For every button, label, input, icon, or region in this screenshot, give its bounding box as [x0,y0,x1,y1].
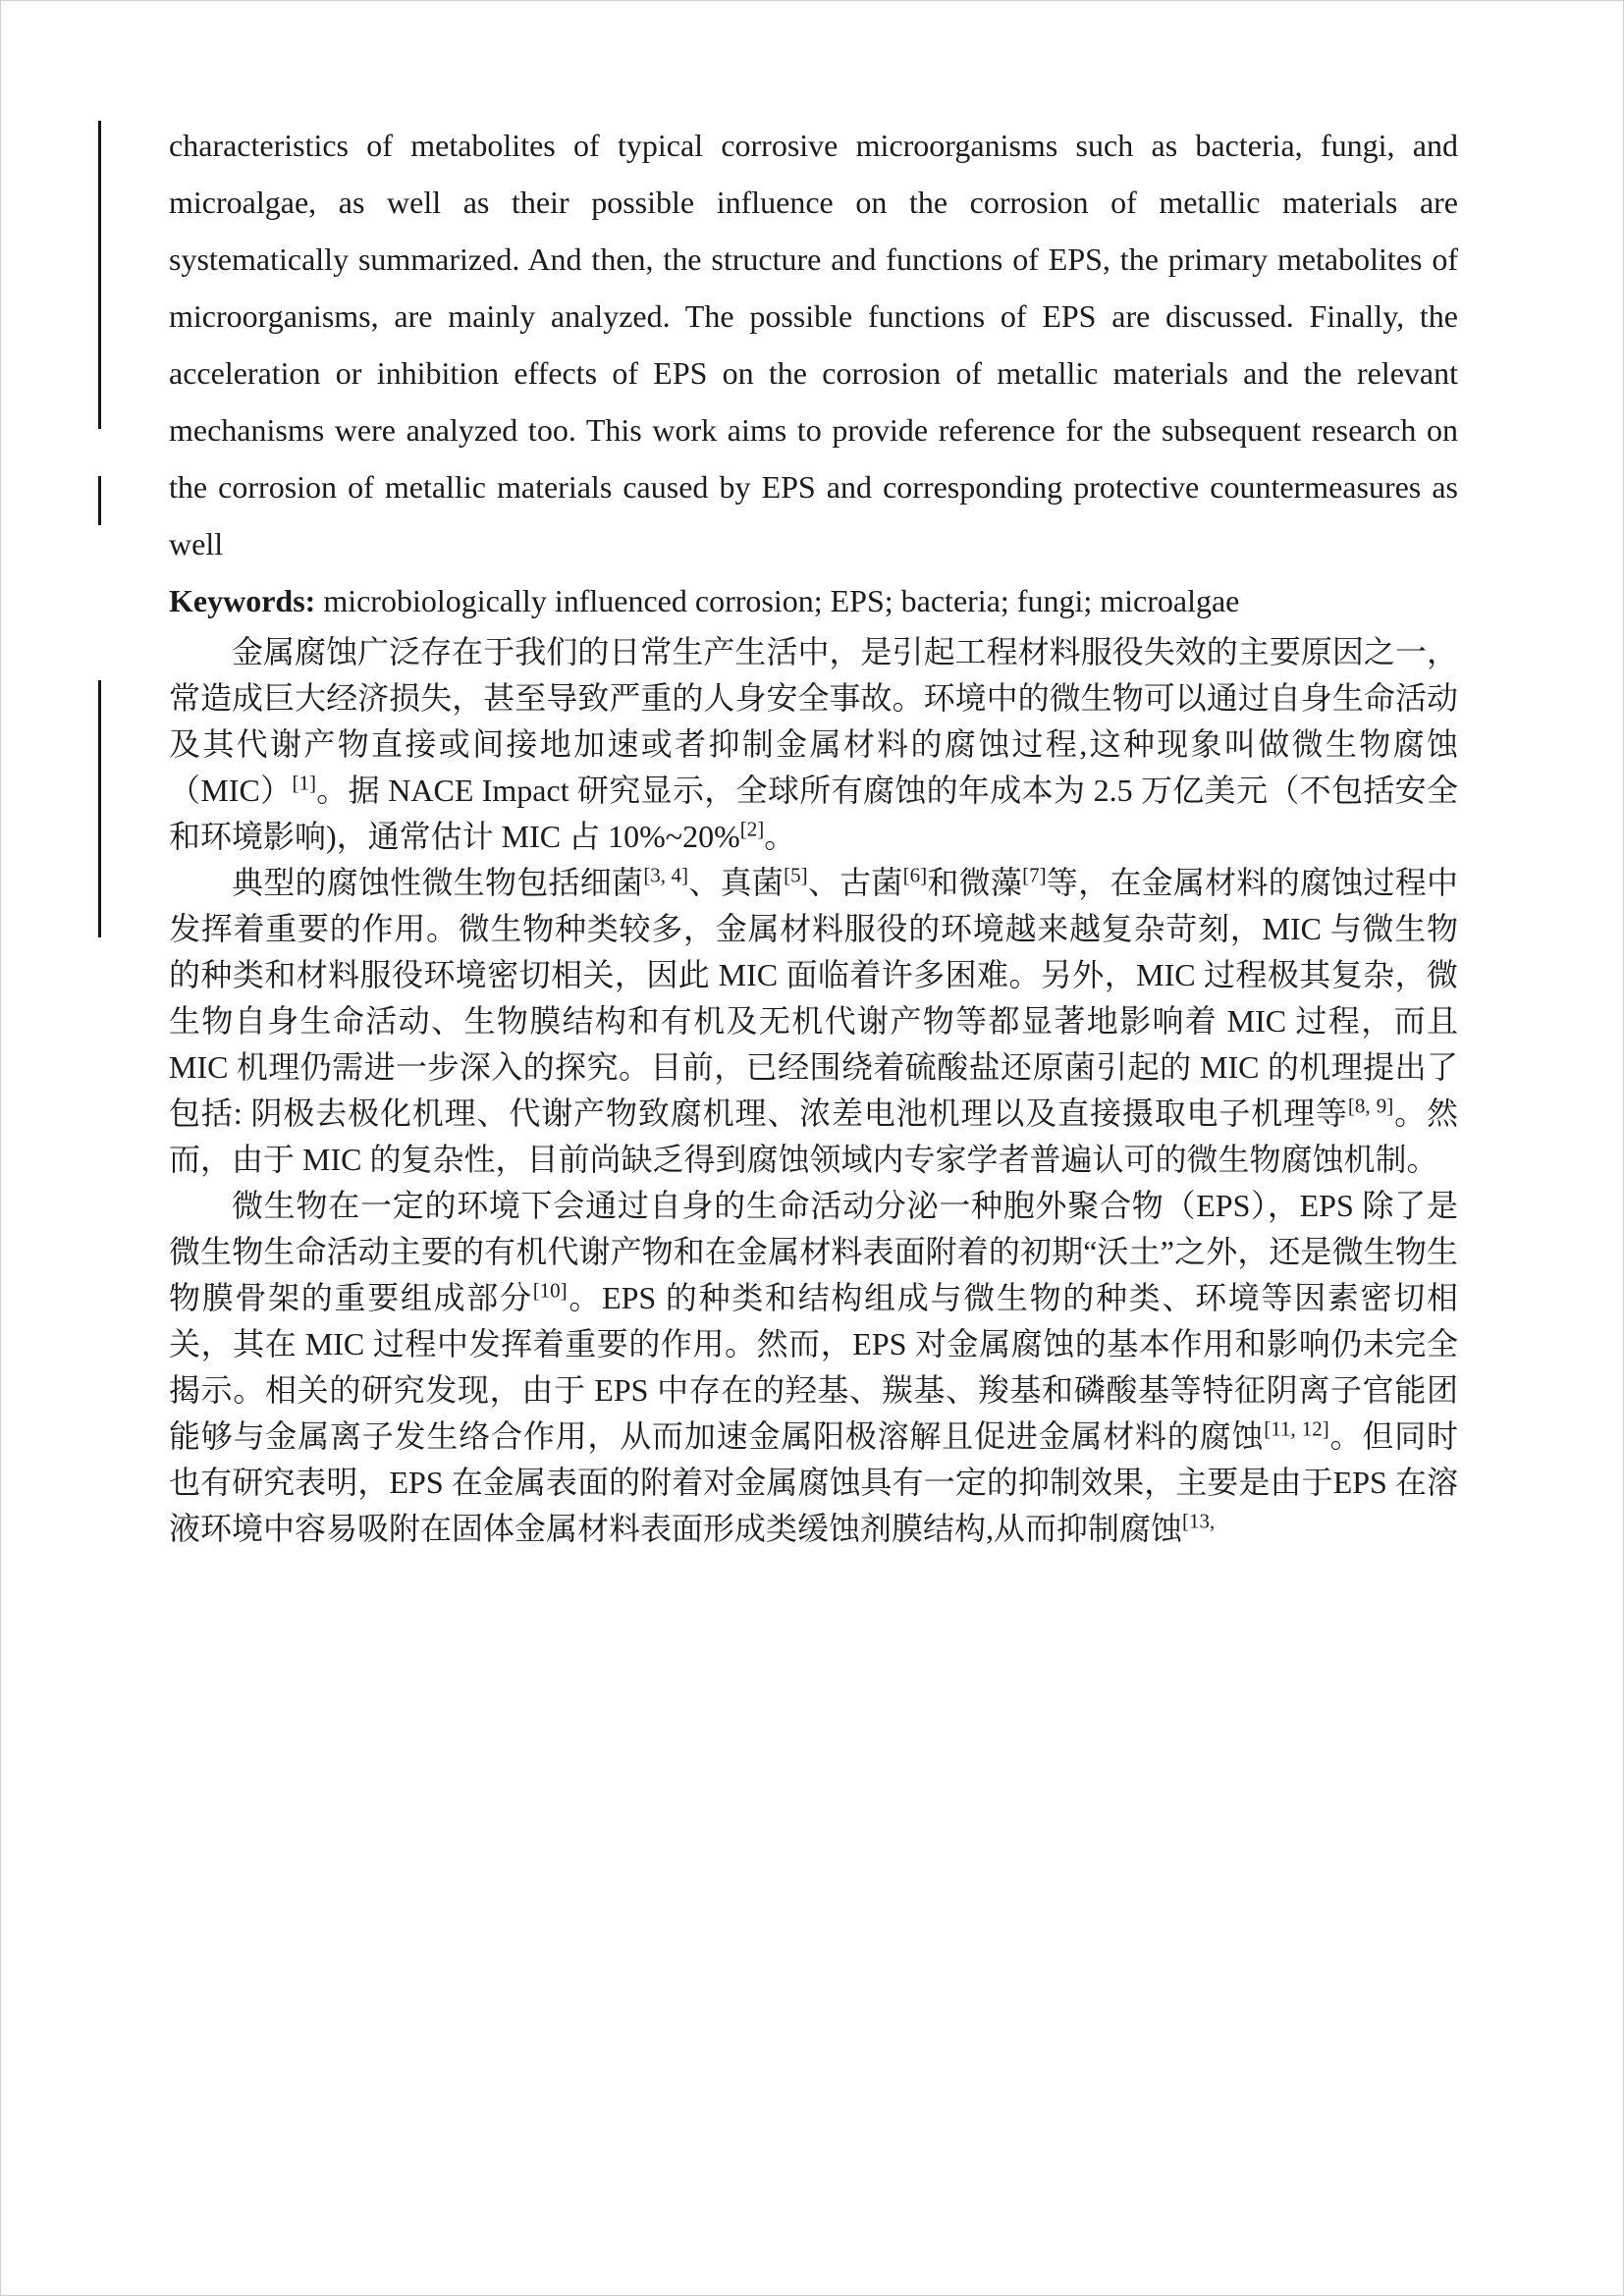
citation-superscript: [7] [1022,863,1047,887]
revision-change-bar [98,476,101,525]
citation-superscript: [10] [532,1278,568,1303]
text-segment: 。但同时也有研究表明，EPS 在金属表面的附着对金属腐蚀具有一定的抑制效果，主要是由于EPS 在溶液环境中容易吸附在固体金属材料表面形成类缓蚀剂膜结构,从而抑制腐蚀 [169,1418,1458,1546]
citation-superscript: [6] [902,863,928,887]
keywords-line [169,572,1458,629]
abstract-paragraph [169,117,1458,572]
body-paragraph-mic-introduction [169,629,1458,860]
text-segment: microbiologically influenced corrosion; EPS; bacteria; fungi; microalgae [315,583,1240,618]
citation-superscript: [8, 9] [1347,1094,1394,1118]
text-segment: 等，在金属材料的腐蚀过程中发挥着重要的作用。微生物种类较多，金属材料服役的环境越来越复杂苛刻，MIC 与微生物的种类和材料服役环境密切相关，因此 MIC 面临着许多困难。另外，MIC 过程极其复杂，微生物自身生命活动、生物膜结构和有机及无机代谢产物等都显著地影响着 MIC 过程，而且 MIC 机理仍需进一步深入的探究。目前，已经围绕着硫酸盐还原菌引起的 MIC 的机理提出了包括: 阴极去极化机理、代谢产物致腐机理、浓差电池机理以及直接摄取电子机理等 [169,865,1458,1131]
body-paragraph-corrosive-microorganisms [169,860,1458,1183]
citation-superscript: [13, [1182,1509,1216,1533]
text-segment: 。然而，由于 MIC 的复杂性，目前尚缺乏得到腐蚀领域内专家学者普遍认可的微生物腐蚀机制。 [169,1095,1458,1177]
citation-superscript: [2] [739,817,765,841]
revision-change-bar [98,121,101,278]
citation-superscript: [1] [292,771,316,795]
text-segment: 微生物在一定的环境下会通过自身的生命活动分泌一种胞外聚合物（EPS），EPS 除了是微生物生命活动主要的有机代谢产物和在金属材料表面附着的初期“沃土”之外，还是微生物生物膜骨架的重要组成部分 [169,1188,1458,1315]
citation-superscript: [11, 12] [1264,1416,1329,1441]
text-segment: 和微藻 [927,865,1023,900]
revision-change-bar [98,680,101,937]
body-paragraph-eps-effects [169,1183,1458,1552]
revision-change-bar [98,274,101,429]
page-content [169,117,1458,1552]
citation-superscript: [5] [784,863,808,887]
text-segment: 金属腐蚀广泛存在于我们的日常生产生活中，是引起工程材料服役失效的主要原因之一，常造成巨大经济损失，甚至导致严重的人身安全事故。环境中的微生物可以通过自身生命活动及其代谢产物直接或间接地加速或者抑制金属材料的腐蚀过程,这种现象叫做微生物腐蚀（MIC） [169,634,1458,808]
text-segment: Keywords: [169,583,316,618]
text-segment: 典型的腐蚀性微生物包括细菌 [232,865,644,900]
citation-superscript: [3, 4] [643,863,689,887]
text-segment: 。 [764,819,796,854]
text-segment: characteristics of metabolites of typical corrosive microorganisms such as bacteria, fungi, and microalgae, as well as their possible influence on the corrosion of metallic materials are systematically summarized. And then, the structure and functions of EPS, the primary metabolites of microorganisms, are mainly analyzed. The possible functions of EPS are discussed. Finally, the acceleration or inhibition effects of EPS on the corrosion of metallic materials and the relevant mechanisms were analyzed too. This work aims to provide reference for the subsequent research on the corrosion of metallic materials caused by EPS and corresponding protective countermeasures as well [169,128,1458,561]
text-segment: 。据 NACE Impact 研究显示，全球所有腐蚀的年成本为 2.5 万亿美元（不包括安全和环境影响)，通常估计 MIC 占 10%~20% [169,773,1458,854]
text-segment: 。EPS 的种类和结构组成与微生物的种类、环境等因素密切相关，其在 MIC 过程中发挥着重要的作用。然而，EPS 对金属腐蚀的基本作用和影响仍未完全揭示。相关的研究发现，由于 EPS 中存在的羟基、羰基、羧基和磷酸基等特征阴离子官能团能够与金属离子发生络合作用，从而加速金属阳极溶解且促进金属材料的腐蚀 [169,1280,1458,1454]
text-segment: 、真菌 [688,865,785,900]
text-segment: 、古菌 [807,865,903,900]
